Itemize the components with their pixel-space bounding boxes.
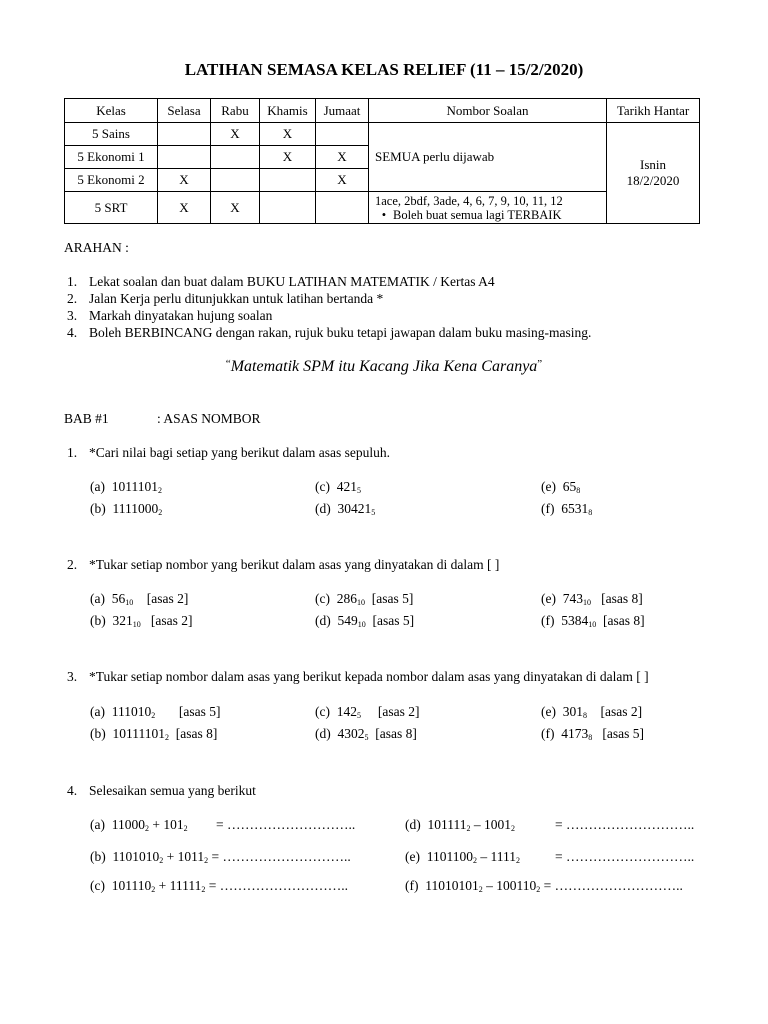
part-label: (c) xyxy=(90,878,105,893)
arahan-text: Boleh BERBINCANG dengan rakan, rujuk buku tetapi jawapan dalam buku masing-masing. xyxy=(89,325,592,340)
part-value: 10111101 xyxy=(112,726,165,741)
base-subscript: 2 xyxy=(204,856,209,865)
part-label: (f) xyxy=(541,613,555,628)
arahan-heading: ARAHAN : xyxy=(64,240,129,255)
cell-kelas: 5 Sains xyxy=(65,123,158,146)
operator: + xyxy=(158,878,167,893)
target-base: [asas 8] xyxy=(375,726,417,741)
part-label: (e) xyxy=(541,591,556,606)
schedule-table xyxy=(64,98,700,224)
q3-part-d xyxy=(315,726,417,742)
operator: – xyxy=(486,878,493,893)
question-4 xyxy=(67,783,256,799)
q3-part-e xyxy=(541,704,642,720)
part-label: (b) xyxy=(90,613,106,628)
q2-part-f xyxy=(541,613,645,629)
part-value: 1111000 xyxy=(112,501,159,516)
q1-part-b xyxy=(90,501,162,517)
arahan-item: 4. Boleh BERBINCANG dengan rakan, rujuk buku tetapi jawapan dalam buku masing-masing. xyxy=(67,325,592,340)
base-subscript: 2 xyxy=(159,856,164,865)
operand-2: 1111 xyxy=(490,849,516,864)
target-base: [asas 5] xyxy=(371,591,414,606)
part-value: 65 xyxy=(562,479,577,494)
base-subscript: 8 xyxy=(588,733,593,742)
operator: + xyxy=(166,849,175,864)
base-subscript: 10 xyxy=(356,598,365,607)
part-value: 6531 xyxy=(561,501,589,516)
answer-line: = ……………………….. xyxy=(543,878,683,893)
operand-2: 100110 xyxy=(496,878,537,893)
part-label: (a) xyxy=(90,479,105,494)
header-jumaat: Jumaat xyxy=(316,99,369,123)
soalan-bullet-line xyxy=(375,208,606,222)
header-nombor-soalan: Nombor Soalan xyxy=(369,99,607,123)
q4-part-b xyxy=(90,849,351,865)
cell-nombor-soalan-all: SEMUA perlu dijawab xyxy=(369,123,607,192)
operand-1: 101111 xyxy=(427,817,467,832)
part-value: 321 xyxy=(112,613,133,628)
part-label: (e) xyxy=(405,849,420,864)
part-value: 56 xyxy=(111,591,126,606)
bullet-icon: • xyxy=(381,207,387,222)
answer-line: = ……………………….. xyxy=(555,849,695,864)
q3-part-b xyxy=(90,726,217,742)
soalan-bullet-text: Boleh buat semua lagi TERBAIK xyxy=(393,207,562,222)
q2-part-c xyxy=(315,591,413,607)
arahan-item: 3. Markah dinyatakan hujung soalan xyxy=(67,308,273,323)
part-label: (f) xyxy=(541,501,555,516)
part-label: (d) xyxy=(315,501,331,516)
cell-selasa: X xyxy=(158,169,211,192)
question-number: 1. xyxy=(67,445,78,460)
operand-2: 1011 xyxy=(177,849,205,864)
part-value: 743 xyxy=(562,591,583,606)
table-row xyxy=(65,192,700,224)
base-subscript: 2 xyxy=(151,711,156,720)
base-subscript: 5 xyxy=(356,486,361,495)
base-subscript: 2 xyxy=(466,824,471,833)
cell-selasa xyxy=(158,123,211,146)
bab-label: BAB #1 xyxy=(64,411,109,426)
q2-part-d xyxy=(315,613,414,629)
target-base: [asas 8] xyxy=(603,613,645,628)
cell-kelas: 5 SRT xyxy=(65,192,158,224)
q1-part-a xyxy=(90,479,162,495)
base-subscript: 2 xyxy=(201,885,206,894)
base-subscript: 2 xyxy=(144,824,149,833)
operand-2: 1001 xyxy=(484,817,511,832)
answer-line: = ……………………….. xyxy=(216,817,356,832)
part-label: (e) xyxy=(541,479,556,494)
header-tarikh-hantar: Tarikh Hantar xyxy=(607,99,700,123)
base-subscript: 2 xyxy=(472,856,477,865)
base-subscript: 2 xyxy=(165,733,169,742)
part-value: 111010 xyxy=(111,704,152,719)
cell-jumaat xyxy=(316,192,369,224)
page-title: LATIHAN SEMASA KELAS RELIEF (11 – 15/2/2020) xyxy=(184,60,584,79)
base-subscript: 8 xyxy=(582,711,587,720)
cell-nombor-soalan-srt xyxy=(369,192,607,224)
part-label: (f) xyxy=(541,726,555,741)
q4-part-a xyxy=(90,817,188,833)
base-subscript: 2 xyxy=(511,824,515,833)
part-value: 549 xyxy=(337,613,358,628)
question-text: *Cari nilai bagi setiap yang berikut dalam asas sepuluh. xyxy=(89,445,391,460)
cell-kelas: 5 Ekonomi 1 xyxy=(65,146,158,169)
arahan-text: Jalan Kerja perlu ditunjukkan untuk latihan bertanda * xyxy=(89,291,384,306)
q1-part-e xyxy=(541,479,580,495)
q2-part-e xyxy=(541,591,643,607)
cell-kelas: 5 Ekonomi 2 xyxy=(65,169,158,192)
part-label: (f) xyxy=(405,878,419,893)
q1-part-d xyxy=(315,501,375,517)
q1-part-f xyxy=(541,501,592,517)
part-label: (d) xyxy=(405,817,421,832)
q3-part-f xyxy=(541,726,644,742)
cell-selasa xyxy=(158,146,211,169)
arahan-text: Markah dinyatakan hujung soalan xyxy=(89,308,273,323)
part-label: (c) xyxy=(315,704,330,719)
operand-1: 11010101 xyxy=(425,878,479,893)
part-label: (a) xyxy=(90,704,105,719)
answer-line: = ……………………….. xyxy=(555,817,695,832)
q2-part-b xyxy=(90,613,192,629)
table-header-row xyxy=(65,99,700,123)
base-subscript: 2 xyxy=(158,508,163,517)
part-label: (c) xyxy=(315,479,330,494)
part-label: (d) xyxy=(315,726,331,741)
part-value: 4302 xyxy=(337,726,365,741)
cell-rabu xyxy=(211,169,260,192)
operand-2: 11111 xyxy=(169,878,202,893)
base-subscript: 2 xyxy=(151,885,156,894)
base-subscript: 2 xyxy=(478,885,483,894)
operand-1: 11000 xyxy=(111,817,145,832)
base-subscript: 10 xyxy=(582,598,591,607)
cell-jumaat xyxy=(316,123,369,146)
header-selasa: Selasa xyxy=(158,99,211,123)
question-number: 4. xyxy=(67,783,78,798)
operand-2: 101 xyxy=(163,817,184,832)
q1-part-c xyxy=(315,479,361,495)
cell-rabu xyxy=(211,146,260,169)
operator: + xyxy=(152,817,160,832)
q4-part-c xyxy=(90,878,348,894)
motivational-quote xyxy=(0,358,768,376)
cell-selasa: X xyxy=(158,192,211,224)
cell-rabu: X xyxy=(211,123,260,146)
base-subscript: 5 xyxy=(371,508,376,517)
arahan-text: Lekat soalan dan buat dalam BUKU LATIHAN MATEMATIK / Kertas A4 xyxy=(89,274,495,289)
part-label: (b) xyxy=(90,501,106,516)
question-text: *Tukar setiap nombor yang berikut dalam asas yang dinyatakan di dalam [ ] xyxy=(89,557,500,572)
question-text: Selesaikan semua yang berikut xyxy=(89,783,256,798)
question-2 xyxy=(67,557,499,573)
question-3 xyxy=(67,669,649,685)
q4-part-f xyxy=(405,878,683,894)
cell-khamis: X xyxy=(260,123,316,146)
part-value: 301 xyxy=(562,704,583,719)
quote-close: ” xyxy=(537,358,543,370)
base-subscript: 10 xyxy=(588,620,597,629)
bab-title: : ASAS NOMBOR xyxy=(157,411,261,426)
question-1 xyxy=(67,445,390,461)
part-value: 1011101 xyxy=(111,479,158,494)
question-number: 2. xyxy=(67,557,78,572)
q3-part-a xyxy=(90,704,220,720)
tarikh-day: Isnin xyxy=(640,157,666,172)
cell-rabu: X xyxy=(211,192,260,224)
cell-khamis xyxy=(260,169,316,192)
header-rabu: Rabu xyxy=(211,99,260,123)
target-base: [asas 5] xyxy=(372,613,415,628)
part-value: 4173 xyxy=(561,726,589,741)
part-value: 286 xyxy=(336,591,357,606)
table-row xyxy=(65,123,700,146)
base-subscript: 10 xyxy=(125,598,134,607)
target-base: [asas 2] xyxy=(600,704,643,719)
cell-tarikh-hantar xyxy=(607,123,700,224)
cell-khamis xyxy=(260,192,316,224)
base-subscript: 2 xyxy=(183,824,188,833)
part-value: 421 xyxy=(336,479,357,494)
part-value: 30421 xyxy=(337,501,372,516)
operand-1: 1101010 xyxy=(112,849,160,864)
question-number: 3. xyxy=(67,669,78,684)
target-base: [asas 5] xyxy=(602,726,644,741)
tarikh-date: 18/2/2020 xyxy=(626,173,680,188)
q4-part-d xyxy=(405,817,515,833)
operator: – xyxy=(473,817,481,832)
quote-open: “ xyxy=(225,358,231,370)
base-subscript: 5 xyxy=(364,733,369,742)
operand-1: 101110 xyxy=(111,878,152,893)
arahan-item: 1. Lekat soalan dan buat dalam BUKU LATIHAN MATEMATIK / Kertas A4 xyxy=(67,274,495,289)
target-base: [asas 2] xyxy=(377,704,420,719)
target-base: [asas 2] xyxy=(146,591,189,606)
operator: – xyxy=(480,849,488,864)
cell-khamis: X xyxy=(260,146,316,169)
part-label: (b) xyxy=(90,726,106,741)
part-value: 5384 xyxy=(561,613,589,628)
header-kelas: Kelas xyxy=(65,99,158,123)
target-base: [asas 8] xyxy=(601,591,643,606)
cell-jumaat: X xyxy=(316,169,369,192)
part-label: (a) xyxy=(90,591,105,606)
base-subscript: 5 xyxy=(356,711,361,720)
quote-text: Matematik SPM itu Kacang Jika Kena Caranya xyxy=(230,358,538,375)
part-label: (a) xyxy=(90,817,105,832)
target-base: [asas 5] xyxy=(178,704,221,719)
cell-jumaat: X xyxy=(316,146,369,169)
part-label: (c) xyxy=(315,591,330,606)
header-khamis: Khamis xyxy=(260,99,316,123)
q4-part-e xyxy=(405,849,520,865)
question-text: *Tukar setiap nombor dalam asas yang berikut kepada nombor dalam asas yang dinyatakan di dalam [ ] xyxy=(89,669,649,684)
base-subscript: 8 xyxy=(588,508,593,517)
answer-line: = ……………………….. xyxy=(208,878,348,893)
q3-part-c xyxy=(315,704,419,720)
answer-line: = ……………………….. xyxy=(211,849,351,864)
part-value: 142 xyxy=(336,704,357,719)
base-subscript: 2 xyxy=(515,856,520,865)
base-subscript: 2 xyxy=(157,486,162,495)
part-label: (b) xyxy=(90,849,106,864)
base-subscript: 10 xyxy=(357,620,366,629)
base-subscript: 2 xyxy=(536,885,541,894)
base-subscript: 10 xyxy=(132,620,141,629)
q2-part-a xyxy=(90,591,188,607)
part-label: (d) xyxy=(315,613,331,628)
target-base: [asas 2] xyxy=(150,613,193,628)
base-subscript: 8 xyxy=(576,486,581,495)
operand-1: 1101100 xyxy=(426,849,473,864)
arahan-item: 2. Jalan Kerja perlu ditunjukkan untuk latihan bertanda * xyxy=(67,291,384,306)
target-base: [asas 8] xyxy=(175,726,218,741)
part-label: (e) xyxy=(541,704,556,719)
soalan-list: 1ace, 2bdf, 3ade, 4, 6, 7, 9, 10, 11, 12 xyxy=(375,193,563,208)
